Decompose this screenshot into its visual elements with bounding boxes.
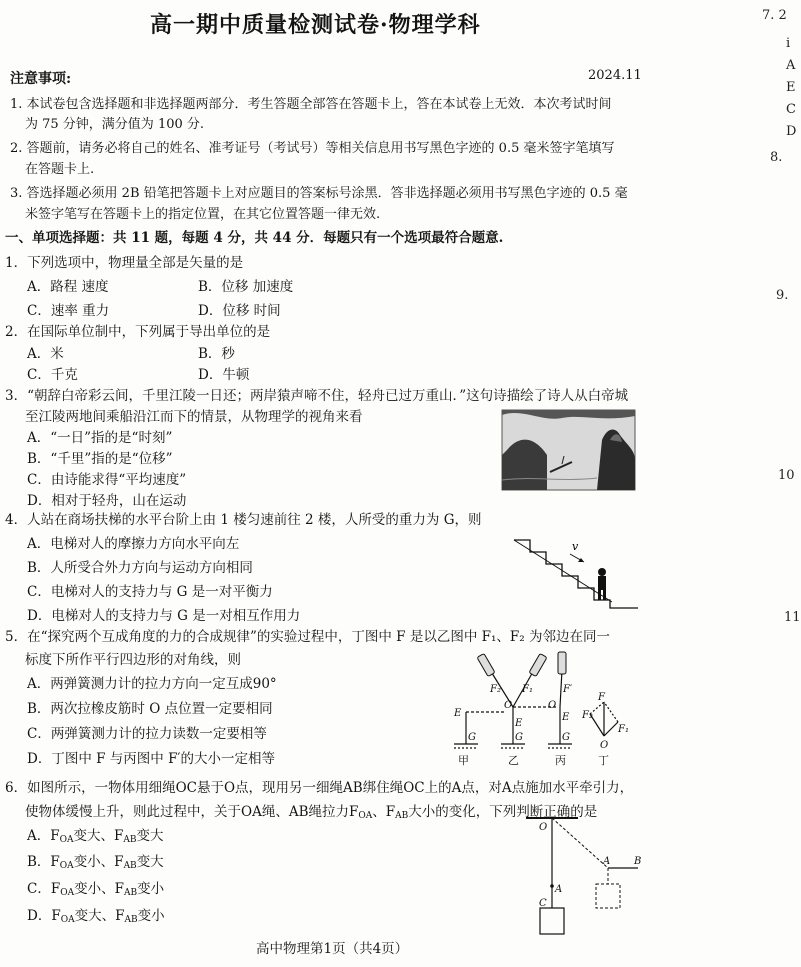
q2-option-d: D．牛顿 — [198, 367, 250, 383]
page-footer: 高中物理第1页（共4页） — [256, 941, 409, 957]
notice-2-line1: 2. 答题前，请务必将自己的姓名、准考证号（考试号）等相关信息用书写黑色字迹的 0.5 毫米签字笔填写 — [10, 141, 615, 156]
q5-caption-jia: 甲 — [458, 754, 469, 767]
q6-option-d: D．$F_{OA}$变大、$F_{AB}$变小 — [27, 908, 165, 925]
page-title: 高一期中质量检测试卷·物理学科 — [150, 12, 481, 38]
q6-label-o: O — [539, 822, 548, 833]
q5-label-g-jia: G — [468, 732, 476, 743]
q3-option-c: C．由诗能求得“平均速度” — [27, 472, 187, 488]
q3-option-a: A．“一日”指的是“时刻” — [27, 430, 173, 446]
right-item: E — [786, 80, 796, 95]
right-item: 10 — [778, 468, 795, 483]
q3-stem-line1: 3．“朝辞白帝彩云间，千里江陵一日还；两岸猿声啼不住，轻舟已过万重山．”这句诗描绘了诗人从白帝城 — [5, 388, 629, 404]
q1-stem: 1．下列选项中，物理量全部是矢量的是 — [5, 255, 244, 271]
q5-label-e-bing: E — [562, 712, 570, 723]
q6-label-a-moved: A — [603, 856, 611, 867]
q6-label-b: B — [634, 856, 642, 867]
q6-stem-line2: 使物体缓慢上升，则此过程中，关于OA绳、AB绳拉力$F_{OA}$、$F_{AB}$大小的变化，下列判断正确的是 — [25, 804, 598, 821]
q5-label-o-yi: O — [504, 700, 513, 711]
q3-stem-line2: 至江陵两地间乘船沿江而下的情景，从物理学的视角来看 — [25, 409, 363, 425]
q6-option-a: A．$F_{OA}$变大、$F_{AB}$变大 — [27, 828, 164, 845]
q6-option-b: B．$F_{OA}$变小、$F_{AB}$变大 — [27, 854, 164, 871]
q5-label-g-yi: G — [515, 732, 523, 743]
right-item: C — [786, 102, 796, 117]
right-item: D — [786, 124, 797, 139]
q5-experiment-figure — [448, 652, 640, 772]
notice-2-line2: 在答题卡上. — [25, 162, 95, 177]
q4-stem: 4．人站在商场扶梯的水平台阶上由 1 楼匀速前往 2 楼，人所受的重力为 G，则 — [5, 512, 482, 528]
q4-velocity-label: v — [572, 540, 579, 553]
q1-option-d: D．位移 时间 — [198, 303, 281, 319]
q5-caption-ding: 丁 — [598, 754, 609, 767]
q5-caption-yi: 乙 — [508, 754, 519, 767]
q5-option-a: A．两弹簧测力计的拉力方向一定互成90° — [27, 676, 277, 692]
q2-stem: 2．在国际单位制中，下列属于导出单位的是 — [5, 324, 271, 340]
q5-stem-line2: 标度下所作平行四边形的对角线，则 — [25, 652, 241, 668]
q5-caption-bing: 丙 — [555, 754, 566, 767]
q5-label-f1-ding: F₁ — [618, 724, 629, 735]
q6-option-c: C．$F_{OA}$变小、$F_{AB}$变小 — [27, 881, 165, 898]
right-item: 11 — [784, 610, 801, 625]
q5-option-d: D．丁图中 F 与丙图中 F′的大小一定相等 — [27, 751, 275, 767]
q5-stem-line1: 5．在“探究两个互成角度的力的合成规律”的实验过程中，丁图中 F 是以乙图中 F₁、F₂ 为邻边在同一 — [5, 629, 610, 645]
exam-date: 2024.11 — [588, 68, 642, 83]
q2-option-c: C．千克 — [27, 367, 78, 383]
notice-1-line1: 1. 本试卷包含选择题和非选择题两部分．考生答题全部答在答题卡上，答在本试卷上无效．本次考试时间 — [10, 97, 612, 112]
right-item: 7. 2 — [762, 8, 787, 23]
q5-option-c: C．两弹簧测力计的拉力读数一定要相等 — [27, 726, 267, 742]
q2-option-a: A．米 — [27, 346, 64, 362]
q5-label-g-bing: G — [562, 732, 570, 743]
q2-option-b: B．秒 — [198, 346, 235, 362]
q5-label-f1: F₁ — [522, 684, 533, 695]
right-item: 8. — [770, 150, 783, 165]
q5-label-f2-ding: F₂ — [582, 710, 593, 721]
right-item: i — [786, 36, 791, 51]
notice-heading: 注意事项: — [10, 71, 72, 87]
q5-label-fprime: F′ — [563, 684, 573, 695]
q5-label-f-ding: F — [598, 692, 605, 703]
q4-option-b: B．人所受合外力方向与运动方向相同 — [27, 560, 253, 576]
q5-label-e-jia: E — [454, 708, 462, 719]
q1-option-a: A．路程 速度 — [27, 279, 109, 295]
q1-option-c: C．速率 重力 — [27, 303, 110, 319]
q4-escalator-figure — [512, 532, 640, 612]
q5-label-o-bing: O — [548, 700, 557, 711]
q1-option-b: B．位移 加速度 — [198, 279, 294, 295]
section-heading: 一、单项选择题：共 11 题，每题 4 分，共 44 分．每题只有一个选项最符合题意. — [5, 230, 504, 246]
q6-stem-line1: 6．如图所示，一物体用细绳OC悬于O点，现用另一细绳AB绑住绳OC上的A点，对A点施加水平牵引力， — [5, 780, 634, 796]
notice-3-line1: 3. 答选择题必须用 2B 铅笔把答题卡上对应题目的答案标号涂黑．答非选择题必须用书写黑色字迹的 0.5 毫 — [10, 186, 628, 201]
q3-landscape-painting — [502, 410, 635, 490]
q6-label-c: C — [539, 898, 547, 909]
q4-option-c: C．电梯对人的支持力与 G 是一对平衡力 — [27, 584, 273, 600]
q5-label-f2: F₂ — [490, 684, 501, 695]
right-item: A — [786, 58, 796, 73]
q5-label-o-ding: O — [600, 740, 609, 751]
q6-label-a: A — [555, 884, 563, 895]
q5-label-e-yi: E — [515, 718, 523, 729]
q5-option-b: B．两次拉橡皮筋时 O 点位置一定要相同 — [27, 701, 273, 717]
notice-1-line2: 为 75 分钟，满分值为 100 分. — [25, 117, 205, 132]
q4-option-d: D．电梯对人的支持力与 G 是一对相互作用力 — [27, 608, 301, 624]
right-item: 9. — [776, 288, 789, 303]
q3-option-d: D．相对于轻舟，山在运动 — [27, 493, 187, 509]
notice-3-line2: 米签字笔写在答题卡上的指定位置，在其它位置答题一律无效. — [25, 207, 381, 222]
q4-option-a: A．电梯对人的摩擦力方向水平向左 — [27, 536, 240, 552]
q6-rope-figure — [522, 812, 650, 938]
q3-option-b: B．“千里”指的是“位移” — [27, 451, 173, 467]
